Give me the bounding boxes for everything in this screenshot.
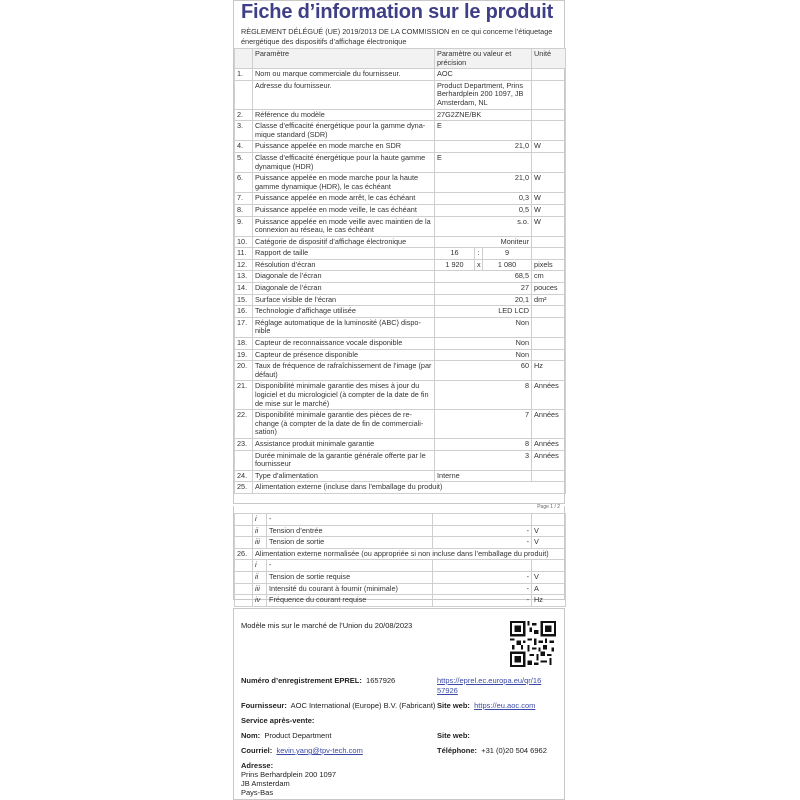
table-row — [235, 216, 566, 236]
row-param: Puissance appelée en mode veille avec maintien de la connexion au réseau, le cas échéant — [253, 216, 435, 236]
row-param: Puissance appelée en mode arrêt, le cas échéant — [253, 193, 435, 205]
table-row — [235, 482, 566, 494]
supplier-value: AOC International (Europe) B.V. (Fabricant) — [290, 701, 436, 710]
row-sub-index: i — [253, 560, 267, 572]
row-value: - — [433, 583, 532, 595]
row-param: Classe d’efficacité énergétique pour la haute gamme dynamique (HDR) — [253, 152, 435, 172]
row-number: 26. — [235, 548, 253, 560]
table-row — [235, 259, 566, 271]
address-line-3: Pays-Bas — [241, 788, 274, 797]
row-number — [235, 514, 253, 526]
row-number — [235, 450, 253, 470]
table-row — [235, 283, 566, 295]
address-line-2: JB Amsterdam — [241, 779, 290, 788]
website2-label: Site web: — [437, 731, 470, 740]
service-label: Service après-vente: — [241, 716, 315, 725]
row-unit: V — [532, 571, 566, 583]
regulation-reference: RÈGLEMENT DÉLÉGUÉ (UE) 2019/2013 DE LA COMMISSION — [241, 27, 450, 36]
row-number: 25. — [235, 482, 253, 494]
website-row — [437, 701, 535, 710]
row-number: 15. — [235, 294, 253, 306]
table-row — [235, 109, 566, 121]
row-param: Fréquence du courant requise — [267, 595, 433, 607]
registration-footer — [233, 608, 565, 800]
row-number: 22. — [235, 410, 253, 439]
row-value: 68,5 — [435, 271, 532, 283]
row-value — [433, 560, 532, 572]
email-link[interactable]: kevin.yang@tpv-tech.com — [276, 746, 363, 755]
row-unit — [532, 514, 566, 526]
power-supply-table — [234, 513, 566, 607]
table-row — [235, 80, 566, 109]
row-param: Capteur de présence disponible — [253, 349, 435, 361]
row-unit — [532, 306, 566, 318]
row-value: s.o. — [435, 216, 532, 236]
row-value-a: 16 — [435, 248, 475, 260]
eprel-link-line-2[interactable]: 57926 — [437, 686, 458, 695]
row-unit: Années — [532, 438, 566, 450]
row-number: 18. — [235, 338, 253, 350]
row-param: Puissance appelée en mode marche en SDR — [253, 141, 435, 153]
table-row — [235, 152, 566, 172]
table-row — [235, 349, 566, 361]
row-value: - — [433, 571, 532, 583]
table-row — [235, 338, 566, 350]
row-param: Réglage automatique de la luminosité (ABC) dispo-nible — [253, 317, 435, 337]
table-row — [235, 381, 566, 410]
row-param: Diagonale de l’écran — [253, 283, 435, 295]
row-param: Alimentation externe (incluse dans l’emballage du produit) — [253, 482, 566, 494]
row-param: Disponibilité minimale garantie des mises à jour du logiciel et du micrologiciel (à compter de la date de fin de mise sur le marché) — [253, 381, 435, 410]
row-unit — [532, 470, 566, 482]
row-number: 9. — [235, 216, 253, 236]
row-unit: W — [532, 216, 566, 236]
row-number: 6. — [235, 173, 253, 193]
row-number: 12. — [235, 259, 253, 271]
row-unit — [532, 317, 566, 337]
table-row — [235, 248, 566, 260]
row-unit: Années — [532, 381, 566, 410]
row-param: Alimentation externe normalisée (ou appropriée si non incluse dans l’emballage du produit) — [253, 548, 566, 560]
email-row — [241, 746, 363, 755]
table-row — [235, 560, 566, 572]
row-value: Interne — [435, 470, 532, 482]
table-row — [235, 525, 566, 537]
row-param: Référence du modèle — [253, 109, 435, 121]
header-unit: Unité — [532, 49, 566, 69]
row-number: 3. — [235, 121, 253, 141]
row-param: Résolution d’écran — [253, 259, 435, 271]
row-number: 5. — [235, 152, 253, 172]
row-number: 19. — [235, 349, 253, 361]
row-number — [235, 560, 253, 572]
name-label: Nom: — [241, 731, 261, 740]
table-row — [235, 548, 566, 560]
row-unit: A — [532, 583, 566, 595]
table-row — [235, 317, 566, 337]
row-value: E — [435, 152, 532, 172]
row-number — [235, 595, 253, 607]
row-sub-index: i — [253, 514, 267, 526]
row-number: 24. — [235, 470, 253, 482]
row-number: 1. — [235, 69, 253, 81]
table-row — [235, 595, 566, 607]
row-param: Assistance produit minimale garantie — [253, 438, 435, 450]
row-number: 21. — [235, 381, 253, 410]
row-param: - — [267, 560, 433, 572]
row-param: Disponibilité minimale garantie des pièces de re-change (à compter de la date de fin de commerciali-sation) — [253, 410, 435, 439]
table-row — [235, 141, 566, 153]
row-number: 7. — [235, 193, 253, 205]
table-row — [235, 204, 566, 216]
product-sheet-page-2 — [233, 506, 565, 605]
phone-row — [437, 746, 547, 755]
row-param: Type d’alimentation — [253, 470, 435, 482]
table-row — [235, 294, 566, 306]
table-row — [235, 470, 566, 482]
row-number — [235, 525, 253, 537]
email-label: Courriel: — [241, 746, 273, 755]
phone-label: Téléphone: — [437, 746, 478, 755]
row-unit: V — [532, 525, 566, 537]
row-param: Capteur de reconnaissance vocale disponible — [253, 338, 435, 350]
row-number: 10. — [235, 236, 253, 248]
table-row — [235, 306, 566, 318]
header-param: Paramètre — [253, 49, 435, 69]
row-value: 0,3 — [435, 193, 532, 205]
row-param: Diagonale de l’écran — [253, 271, 435, 283]
row-unit — [532, 121, 566, 141]
row-number: 23. — [235, 438, 253, 450]
row-value-b: 1 080 — [483, 259, 532, 271]
row-number: 11. — [235, 248, 253, 260]
row-value: - — [433, 525, 532, 537]
row-value: AOC — [435, 69, 532, 81]
row-param: Puissance appelée en mode marche pour la haute gamme dynamique (HDR), le cas échéant — [253, 173, 435, 193]
row-unit: pouces — [532, 283, 566, 295]
phone-value: +31 (0)20 504 6962 — [481, 746, 547, 755]
row-param: Nom ou marque commerciale du fournisseur. — [253, 69, 435, 81]
supplier-label: Fournisseur: — [241, 701, 287, 710]
row-value: Non — [435, 338, 532, 350]
row-unit: Hz — [532, 595, 566, 607]
row-param: Surface visible de l’écran — [253, 294, 435, 306]
row-value: 27G2ZNE/BK — [435, 109, 532, 121]
table-row — [235, 193, 566, 205]
row-sub-index: ii — [253, 525, 267, 537]
regulation-description: en ce qui concerne l’étiquetage énergétique des dispositifs d’affichage électronique — [241, 27, 553, 46]
table-row — [235, 410, 566, 439]
table-row — [235, 361, 566, 381]
row-value: - — [433, 595, 532, 607]
row-value: 8 — [435, 381, 532, 410]
header-value: Paramètre ou valeur et précision — [435, 49, 532, 69]
row-unit — [532, 248, 566, 260]
regulation-subtitle — [241, 27, 559, 46]
row-value-a: 1 920 — [435, 259, 475, 271]
row-unit: W — [532, 141, 566, 153]
row-unit — [532, 560, 566, 572]
table-row — [235, 571, 566, 583]
row-value-sep: x — [475, 259, 483, 271]
row-unit — [532, 152, 566, 172]
address-label: Adresse: — [241, 761, 274, 770]
row-sub-index: iii — [253, 537, 267, 549]
eprel-link-line-1[interactable]: https://eprel.ec.europa.eu/qr/16 — [437, 676, 542, 685]
row-value — [433, 514, 532, 526]
table-row — [235, 438, 566, 450]
row-unit: W — [532, 193, 566, 205]
row-unit: pixels — [532, 259, 566, 271]
row-value: 3 — [435, 450, 532, 470]
row-value: LED LCD — [435, 306, 532, 318]
eprel-label: Numéro d’enregistrement EPREL: — [241, 676, 362, 685]
table-row — [235, 583, 566, 595]
row-unit: V — [532, 537, 566, 549]
row-sub-index: iv — [253, 595, 267, 607]
row-number: 2. — [235, 109, 253, 121]
row-unit: W — [532, 204, 566, 216]
row-param: Tension d’entrée — [267, 525, 433, 537]
row-value: 60 — [435, 361, 532, 381]
row-unit — [532, 338, 566, 350]
row-value: 0,5 — [435, 204, 532, 216]
row-param: Puissance appelée en mode veille, le cas échéant — [253, 204, 435, 216]
table-row — [235, 236, 566, 248]
table-row — [235, 537, 566, 549]
row-value: E — [435, 121, 532, 141]
row-number — [235, 80, 253, 109]
row-param: Adresse du fournisseur. — [253, 80, 435, 109]
product-sheet-page-1 — [233, 0, 565, 510]
row-value-b: 9 — [483, 248, 532, 260]
row-param: Taux de fréquence de rafraîchissement de l’image (par défaut) — [253, 361, 435, 381]
row-number — [235, 571, 253, 583]
supplier-row — [241, 701, 435, 710]
row-param: Catégorie de dispositif d’affichage électronique — [253, 236, 435, 248]
row-value: - — [433, 537, 532, 549]
website-label: Site web: — [437, 701, 470, 710]
table-row — [235, 173, 566, 193]
row-unit — [532, 236, 566, 248]
name-value: Product Department — [264, 731, 332, 740]
row-number: 13. — [235, 271, 253, 283]
page-title: Fiche d’information sur le produit — [241, 1, 554, 23]
row-number: 16. — [235, 306, 253, 318]
table-row — [235, 69, 566, 81]
row-value: 27 — [435, 283, 532, 295]
row-number — [235, 537, 253, 549]
table-row — [235, 121, 566, 141]
table-row — [235, 450, 566, 470]
address-line-1: Prins Berhardplein 200 1097 — [241, 770, 337, 779]
row-param: Technologie d’affichage utilisée — [253, 306, 435, 318]
row-param: - — [267, 514, 433, 526]
row-unit: dm² — [532, 294, 566, 306]
row-unit — [532, 109, 566, 121]
eprel-row — [241, 676, 395, 685]
row-value: Non — [435, 349, 532, 361]
row-param: Tension de sortie — [267, 537, 433, 549]
row-value: Moniteur — [435, 236, 532, 248]
row-unit: Années — [532, 410, 566, 439]
row-unit: Hz — [532, 361, 566, 381]
row-value: 20,1 — [435, 294, 532, 306]
market-date: Modèle mis sur le marché de l’Union du 20/08/2023 — [241, 621, 413, 630]
row-unit — [532, 69, 566, 81]
name-row — [241, 731, 331, 740]
row-value: 8 — [435, 438, 532, 450]
row-value: 21,0 — [435, 173, 532, 193]
row-param: Rapport de taille — [253, 248, 435, 260]
row-value: Product Department, Prins Berhardplein 200 1097, JB Amsterdam, NL — [435, 80, 532, 109]
row-number — [235, 583, 253, 595]
qr-code-icon[interactable] — [510, 621, 556, 667]
row-number: 8. — [235, 204, 253, 216]
row-number: 14. — [235, 283, 253, 295]
row-unit — [532, 349, 566, 361]
row-value: 7 — [435, 410, 532, 439]
row-sub-index: ii — [253, 571, 267, 583]
row-unit: Années — [532, 450, 566, 470]
row-value: 21,0 — [435, 141, 532, 153]
row-number: 4. — [235, 141, 253, 153]
row-number: 20. — [235, 361, 253, 381]
table-row — [235, 271, 566, 283]
row-value: Non — [435, 317, 532, 337]
website-link[interactable]: https://eu.aoc.com — [474, 701, 536, 710]
row-param: Intensité du courant à fournir (minimale) — [267, 583, 433, 595]
header-num — [235, 49, 253, 69]
eprel-value: 1657926 — [366, 676, 396, 685]
row-number: 17. — [235, 317, 253, 337]
row-param: Tension de sortie requise — [267, 571, 433, 583]
row-unit — [532, 80, 566, 109]
row-param: Durée minimale de la garantie générale offerte par le fournisseur — [253, 450, 435, 470]
row-param: Classe d’efficacité énergétique pour la gamme dyna-mique standard (SDR) — [253, 121, 435, 141]
row-unit: cm — [532, 271, 566, 283]
table-row — [235, 514, 566, 526]
product-info-table — [234, 48, 566, 494]
page-number: Page 1 / 2 — [537, 504, 560, 510]
website2-row — [437, 731, 470, 740]
row-value-sep: : — [475, 248, 483, 260]
row-unit: W — [532, 173, 566, 193]
row-sub-index: iii — [253, 583, 267, 595]
